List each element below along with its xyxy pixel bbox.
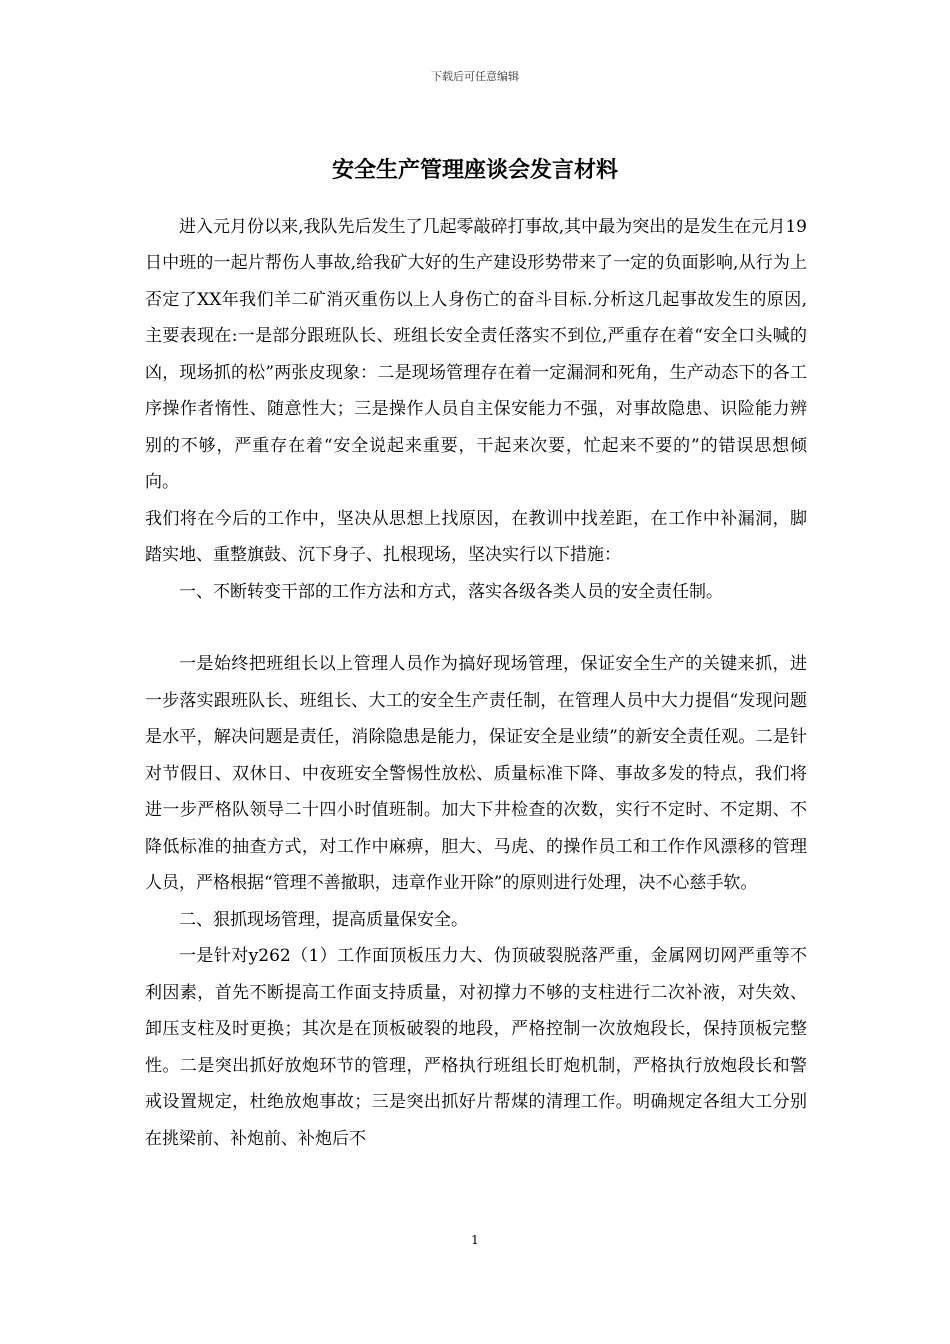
document-body: [145, 172, 807, 1157]
section-heading-1: 一、不断转变干部的工作方法和方式，落实各级各类人员的安全责任制。: [179, 581, 723, 602]
paragraph-measures-intro: 我们将在今后的工作中，坚决从思想上找原因，在教训中找差距，在工作中补漏洞，脚踏实地、重整旗鼓、沉下身子、扎根现场，坚决实行以下措施：: [145, 508, 807, 565]
paragraph-section-1: 一是始终把班组长以上管理人员作为搞好现场管理，保证安全生产的关键来抓，进一步落实跟班队长、班组长、大工的安全生产责任制，在管理人员中大力提倡“发现问题是水平，解决问题是责任，消除隐患是能力，保证安全是业绩”的新安全责任观。二是针对节假日、双休日、中夜班安全警惕性放松、质量标准下降、事故多发的特点，我们将进一步严格队领导二十四小时值班制。加大下井检查的次数，实行不定时、不定期、不降低标准的抽查方式，对工作中麻痹，胆大、马虎、的操作员工和工作作风漂移的管理人员，严格根据“管理不善撤职，违章作业开除”的原则进行处理，决不心慈手软。: [145, 654, 807, 893]
page-header: 下载后可任意编辑: [431, 70, 519, 83]
paragraph-section-2: 一是针对y262（1）工作面顶板压力大、伪顶破裂脱落严重，金属网切网严重等不利因素，首先不断提高工作面支持质量，对初撑力不够的支柱进行二次补液，对失效、卸压支柱及时更换；其次是在顶板破裂的地段，严格控制一次放炮段长，保持顶板完整性。二是突出抓好放炮环节的管理，严格执行班组长盯炮机制，严格执行放炮段长和警戒设置规定，杜绝放炮事故；三是突出抓好片帮煤的清理工作。明确规定各组大工分别在挑梁前、补炮前、补炮后不: [145, 946, 807, 1149]
section-heading-2: 二、狠抓现场管理，提高质量保安全。: [179, 909, 468, 930]
page-number: 1: [471, 1233, 479, 1247]
document-title: 安全生产管理座谈会发言材料: [331, 158, 618, 183]
paragraph-intro: 进入元月份以来,我队先后发生了几起零敲碎打事故,其中最为突出的是发生在元月19日中班的一起片帮伤人事故,给我矿大好的生产建设形势带来了一定的负面影响,从行为上否定了XX年我们羊二矿消灭重伤以上人身伤亡的奋斗目标.分析这几起事故发生的原因,主要表现在:一是部分跟班队长、班组长安全责任落实不到位,严重存在着“安全口头喊的凶，现场抓的松”两张皮现象：二是现场管理存在着一定漏洞和死角，生产动态下的各工序操作者惰性、随意性大；三是操作人员自主保安能力不强，对事故隐患、识险能力辨别的不够，严重存在着“安全说起来重要，干起来次要，忙起来不要的”的错误思想倾向。: [145, 216, 807, 492]
